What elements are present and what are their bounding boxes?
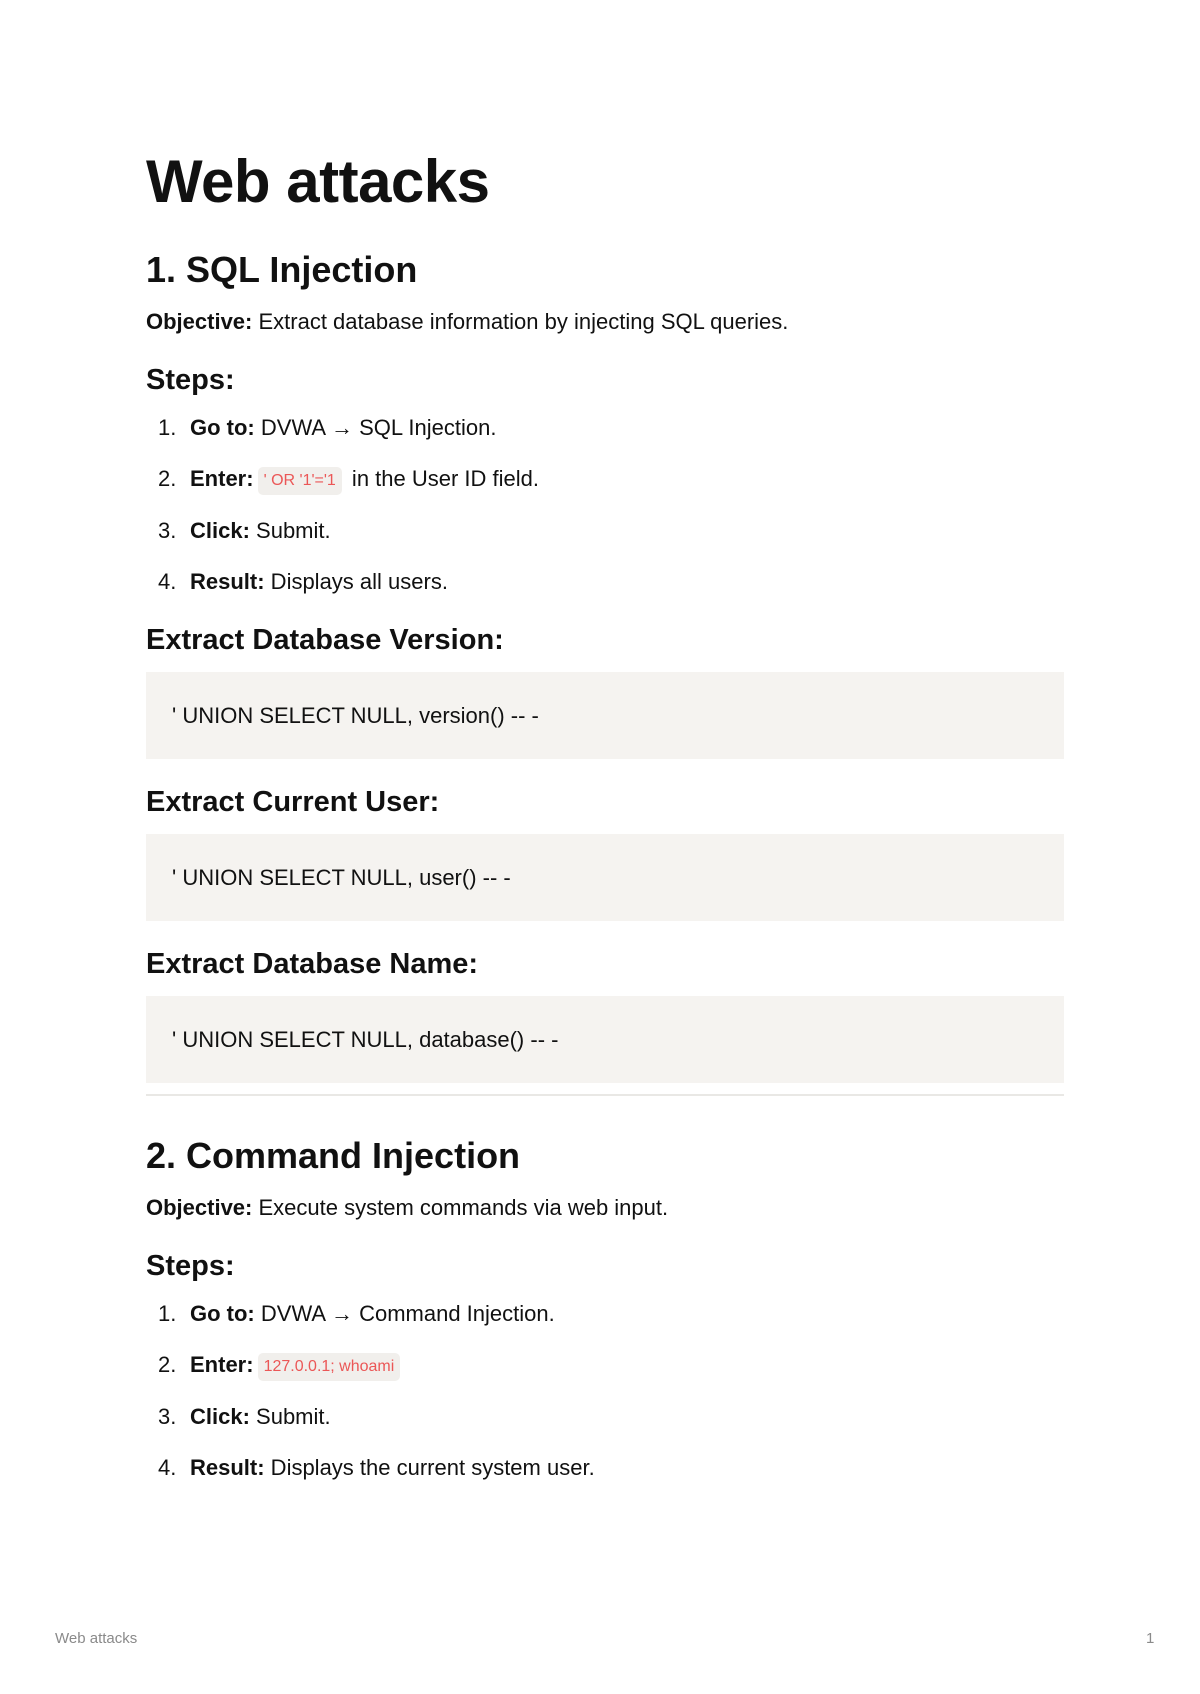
steps-heading: Steps: (146, 1250, 235, 1282)
steps-list (146, 413, 1064, 597)
list-item (146, 1402, 1064, 1432)
step-label: Go to: (190, 415, 255, 440)
list-item (146, 516, 1064, 546)
step-label: Result: (190, 569, 265, 594)
subsection-heading: Extract Current User: (146, 786, 440, 818)
list-item (146, 1453, 1064, 1483)
page-number: 1 (1146, 1630, 1155, 1647)
objective-text: Extract database information by injecting SQL queries. (252, 309, 789, 334)
subsection-heading: Extract Database Version: (146, 624, 504, 656)
divider (146, 1094, 1064, 1096)
code-block: ' UNION SELECT NULL, user() -- - (146, 834, 1064, 921)
subsection-heading: Extract Database Name: (146, 948, 479, 980)
section-heading: 2. Command Injection (146, 1135, 521, 1176)
list-item (146, 567, 1064, 597)
step-text: Displays the current system user. (264, 1455, 595, 1480)
document-content (146, 140, 1064, 1483)
step-label: Enter: (190, 466, 254, 491)
list-item (146, 1299, 1064, 1329)
step-number: 2. (158, 1352, 177, 1377)
steps-list (146, 1299, 1064, 1483)
objective (146, 307, 1064, 337)
objective-label: Objective: (146, 309, 253, 334)
step-label: Go to: (190, 1301, 255, 1326)
step-label: Click: (190, 518, 250, 543)
step-text: Submit. (249, 1404, 331, 1429)
page-title: Web attacks (146, 148, 490, 215)
step-number: 4. (158, 569, 177, 594)
list-item (146, 1350, 1064, 1381)
inline-code: 127.0.0.1; whoami (258, 1353, 401, 1381)
code-block: ' UNION SELECT NULL, version() -- - (146, 672, 1064, 759)
objective-label: Objective: (146, 1195, 253, 1220)
step-label: Enter: (190, 1352, 254, 1377)
step-number: 1. (158, 1301, 177, 1326)
section-heading: 1. SQL Injection (146, 249, 418, 290)
inline-code: ' OR '1'='1 (258, 467, 342, 495)
step-text: Displays all users. (264, 569, 448, 594)
step-text: DVWA → SQL Injection. (254, 415, 497, 440)
list-item (146, 464, 1064, 495)
step-number: 3. (158, 518, 177, 543)
objective-text: Execute system commands via web input. (252, 1195, 669, 1220)
code-block: ' UNION SELECT NULL, database() -- - (146, 996, 1064, 1083)
footer-title: Web attacks (55, 1630, 138, 1647)
step-number: 2. (158, 466, 177, 491)
list-item (146, 413, 1064, 443)
step-text: Submit. (249, 518, 331, 543)
step-number: 1. (158, 415, 177, 440)
steps-heading: Steps: (146, 364, 235, 396)
step-text: in the User ID field. (345, 466, 539, 491)
objective (146, 1193, 1064, 1223)
step-label: Click: (190, 1404, 250, 1429)
section-command-injection (146, 1132, 1064, 1483)
section-sql-injection (146, 246, 1064, 1096)
step-label: Result: (190, 1455, 265, 1480)
step-number: 4. (158, 1455, 177, 1480)
step-text: DVWA → Command Injection. (254, 1301, 555, 1326)
step-number: 3. (158, 1404, 177, 1429)
